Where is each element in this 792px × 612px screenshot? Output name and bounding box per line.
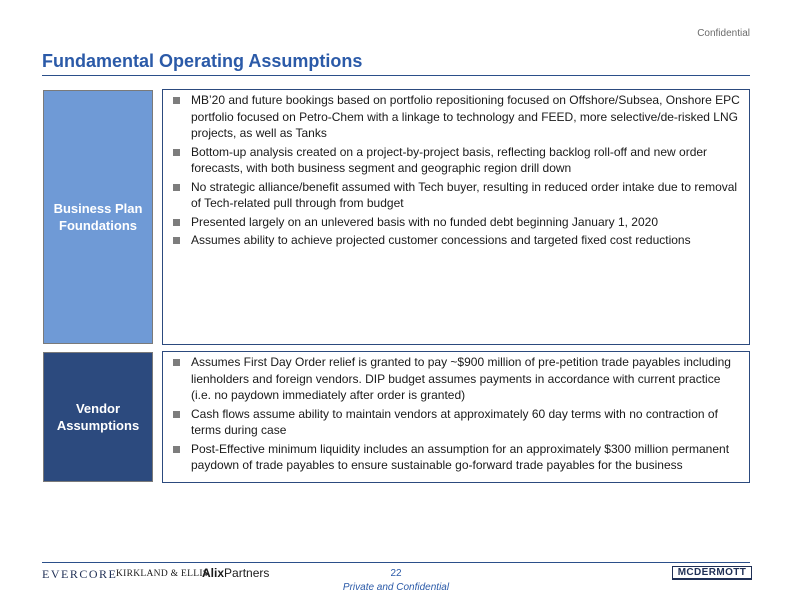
list-item [173, 232, 741, 249]
square-bullet-icon [173, 97, 180, 104]
square-bullet-icon [173, 359, 180, 366]
partners-logo-part: Partners [224, 566, 270, 580]
confidential-label: Confidential [697, 28, 750, 39]
bullet-text: Post-Effective minimum liquidity includes an assumption for an approximately $300 million permanent paydown of trade payables to ensure sustainable go-forward trade payables for the business [191, 441, 730, 472]
square-bullet-icon [173, 149, 180, 156]
business-plan-foundations-box [162, 89, 750, 345]
bullet-text: MB’20 and future bookings based on portfolio repositioning focused on Offshore/Subsea, Onshore EPC portfolio focused on Petro-Chem with a linkage to technology and FEED, more selective/de-risked LNG projects, as well as Tanks [191, 93, 740, 140]
section-label-line1: Business Plan [53, 201, 143, 216]
page-number: 22 [390, 568, 402, 579]
square-bullet-icon [173, 219, 180, 226]
bullet-text: No strategic alliance/benefit assumed with Tech buyer, resulting in reduced order intake due to removal of Tech-related pull through from budget [191, 179, 738, 210]
private-confidential-footer: Private and Confidential [342, 582, 450, 593]
title-divider [42, 75, 750, 76]
alix-logo-part: Alix [202, 566, 225, 580]
list-item [173, 354, 741, 404]
list-item [173, 92, 741, 142]
kirkland-ellis-logo: KIRKLAND & ELLIS [116, 569, 209, 579]
list-item [173, 441, 741, 474]
list-item [173, 406, 741, 439]
bullet-text: Bottom-up analysis created on a project-by-project basis, reflecting backlog roll-off and new order forecasts, with both business segment and geographic region drill down [191, 144, 708, 175]
vendor-assumptions-box [162, 351, 750, 483]
bullet-text: Assumes First Day Order relief is granted to pay ~$900 million of pre-petition trade payables including lienholders and foreign vendors. DIP budget assumes payments in accordance with current practice (i.e. no paydown immediately after order is granted) [191, 355, 731, 402]
list-item [173, 214, 741, 231]
bullet-list [173, 354, 741, 474]
section-label-line2: Assumptions [56, 418, 140, 433]
square-bullet-icon [173, 411, 180, 418]
bullet-list [173, 92, 741, 249]
list-item [173, 144, 741, 177]
bullet-text: Cash flows assume ability to maintain vendors at approximately 60 day terms with no contraction of terms during case [191, 406, 718, 437]
evercore-logo: EVERCORE [42, 567, 118, 581]
page-title: Fundamental Operating Assumptions [42, 51, 363, 71]
vendor-assumptions-label [43, 352, 153, 482]
square-bullet-icon [173, 184, 180, 191]
square-bullet-icon [173, 237, 180, 244]
list-item [173, 179, 741, 212]
bullet-text: Presented largely on an unlevered basis with no funded debt beginning January 1, 2020 [191, 214, 658, 229]
section-label-line1: Vendor [75, 401, 121, 416]
mcdermott-logo: MCDERMOTT [672, 566, 752, 580]
business-plan-foundations-label [43, 90, 153, 344]
square-bullet-icon [173, 446, 180, 453]
section-label-line2: Foundations [59, 218, 137, 233]
footer-divider [42, 562, 750, 563]
bullet-text: Assumes ability to achieve projected customer concessions and targeted fixed cost reductions [191, 233, 691, 247]
